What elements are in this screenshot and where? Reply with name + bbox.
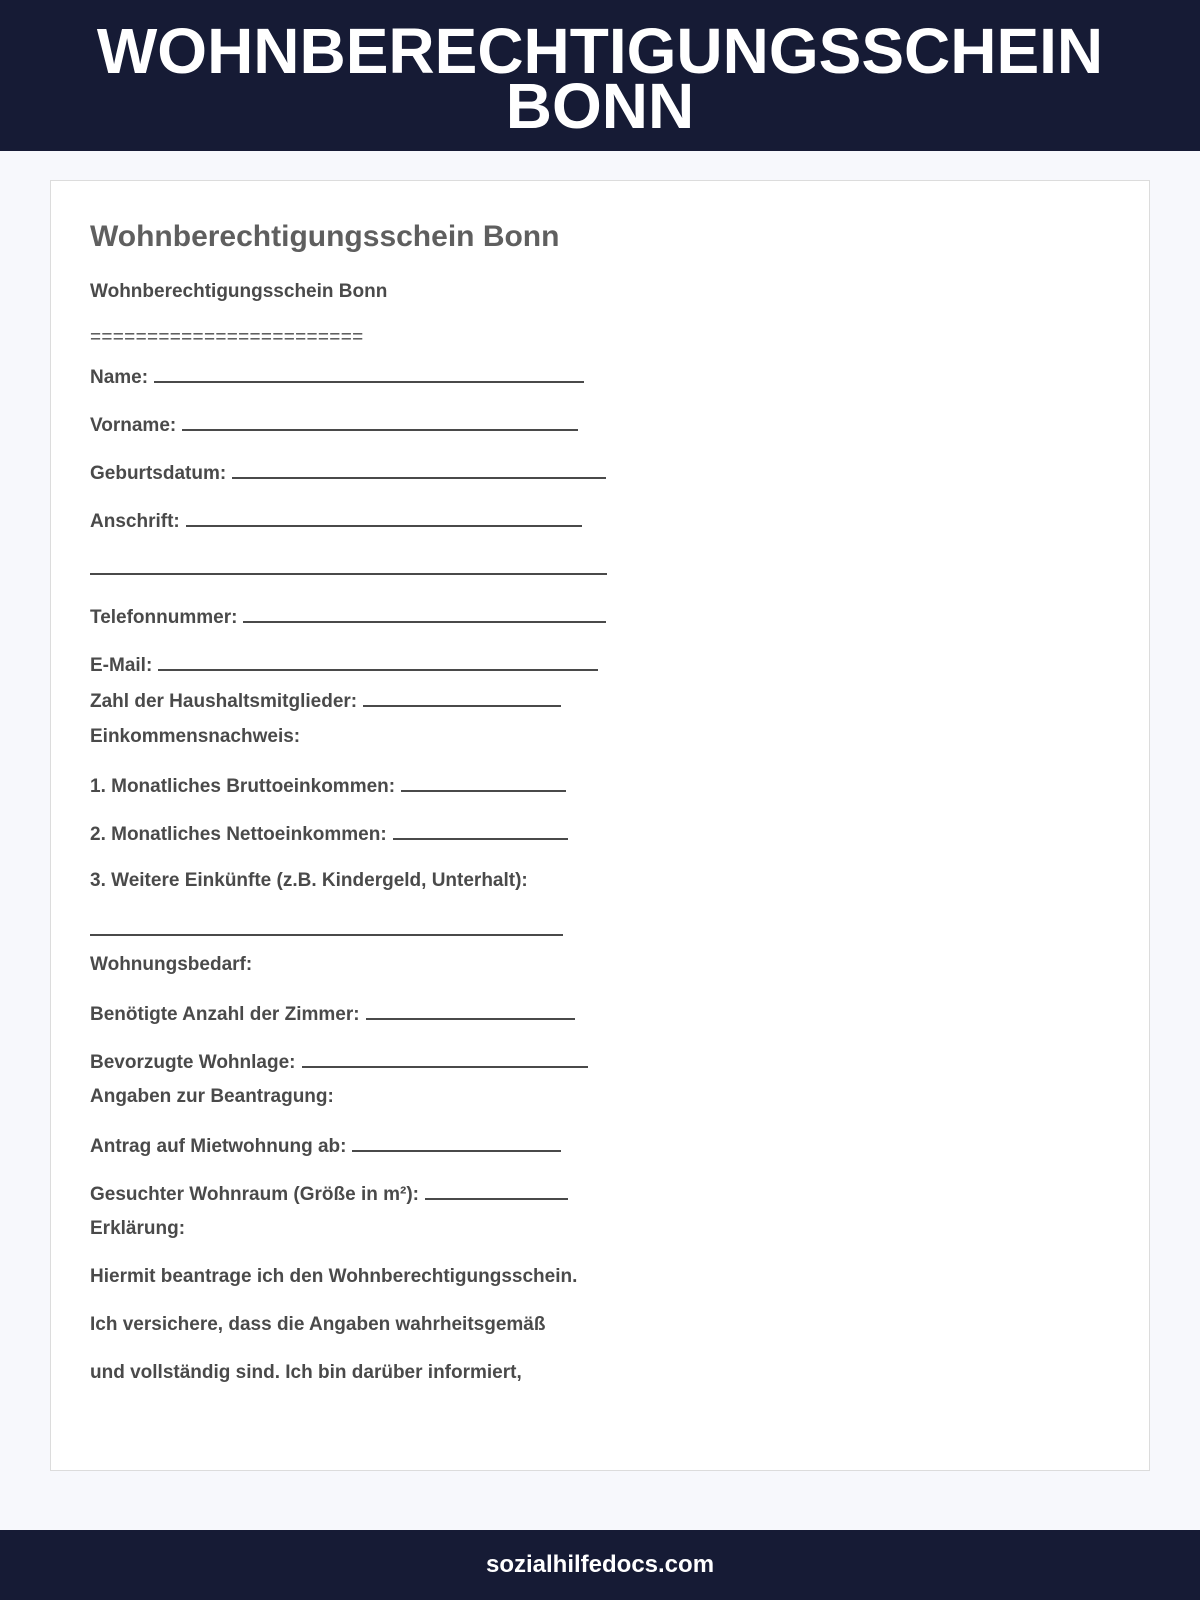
field-label: Zahl der Haushaltsmitglieder: <box>90 691 358 712</box>
telefonnummer-blank[interactable] <box>243 605 606 623</box>
declaration-heading: Erklärung: <box>90 1218 186 1239</box>
field-vorname <box>90 413 578 437</box>
footer-site-link[interactable]: sozialhilfedocs.com <box>485 1551 715 1578</box>
declaration-line-3: und vollständig sind. Ich bin darüber informiert, <box>90 1362 522 1383</box>
header-title <box>0 15 1200 142</box>
field-label: Gesuchter Wohnraum (Größe in m²): <box>90 1184 420 1205</box>
field-label: Anschrift: <box>90 511 180 532</box>
field-weitere: 3. Weitere Einkünfte (z.B. Kindergeld, Unterhalt): <box>90 870 528 891</box>
field-anschrift-2 <box>90 557 607 581</box>
haushaltsmitglieder-blank[interactable] <box>363 689 561 707</box>
field-mietwohnung-ab <box>90 1134 561 1158</box>
field-brutto <box>90 774 566 798</box>
declaration-line-1: Hiermit beantrage ich den Wohnberechtigungsschein. <box>90 1266 578 1287</box>
wohnraum-blank[interactable] <box>425 1182 568 1200</box>
field-anschrift <box>90 509 582 533</box>
field-label: Geburtsdatum: <box>90 463 227 484</box>
header-title-line1: WOHNBERECHTIGUNGSSCHEIN <box>96 15 1104 87</box>
application-heading: Angaben zur Beantragung: <box>90 1086 334 1107</box>
field-wohnlage <box>90 1050 588 1074</box>
housing-heading: Wohnungsbedarf: <box>90 954 253 975</box>
geburtsdatum-blank[interactable] <box>232 461 606 479</box>
field-label: Antrag auf Mietwohnung ab: <box>90 1136 347 1157</box>
field-zimmer <box>90 1002 575 1026</box>
field-label: Telefonnummer: <box>90 607 238 628</box>
declaration-line-2: Ich versichere, dass die Angaben wahrheitsgemäß <box>90 1314 546 1335</box>
field-label: Name: <box>90 367 149 388</box>
netto-blank[interactable] <box>393 822 568 840</box>
document-subtitle: Wohnberechtigungsschein Bonn <box>90 281 388 302</box>
field-label: Bevorzugte Wohnlage: <box>90 1052 296 1073</box>
zimmer-blank[interactable] <box>366 1002 575 1020</box>
field-label: 2. Monatliches Nettoeinkommen: <box>90 824 387 845</box>
weitere-blank[interactable] <box>90 918 563 936</box>
brutto-blank[interactable] <box>401 774 566 792</box>
field-telefonnummer <box>90 605 606 629</box>
document-heading: Wohnberechtigungsschein Bonn <box>90 220 560 253</box>
vorname-blank[interactable] <box>182 413 578 431</box>
field-weitere-blank-line <box>90 918 563 942</box>
separator: ======================== <box>90 327 364 348</box>
page-footer <box>0 1530 1200 1600</box>
field-label: 1. Monatliches Bruttoeinkommen: <box>90 776 396 797</box>
header-title-line2: BONN <box>505 70 695 142</box>
field-label: Vorname: <box>90 415 177 436</box>
page-header <box>0 0 1200 151</box>
field-wohnraum <box>90 1182 568 1206</box>
field-geburtsdatum <box>90 461 606 485</box>
wohnlage-blank[interactable] <box>302 1050 588 1068</box>
field-haushaltsmitglieder <box>90 689 561 713</box>
field-email <box>90 653 598 677</box>
name-blank[interactable] <box>154 365 584 383</box>
field-name <box>90 365 584 389</box>
document-card <box>50 180 1150 1471</box>
field-label: E-Mail: <box>90 655 153 676</box>
mietwohnung-ab-blank[interactable] <box>352 1134 561 1152</box>
field-label: Benötigte Anzahl der Zimmer: <box>90 1004 360 1025</box>
anschrift-blank-2[interactable] <box>90 557 607 575</box>
email-blank[interactable] <box>158 653 598 671</box>
anschrift-blank[interactable] <box>186 509 582 527</box>
field-netto <box>90 822 568 846</box>
income-heading: Einkommensnachweis: <box>90 726 301 747</box>
